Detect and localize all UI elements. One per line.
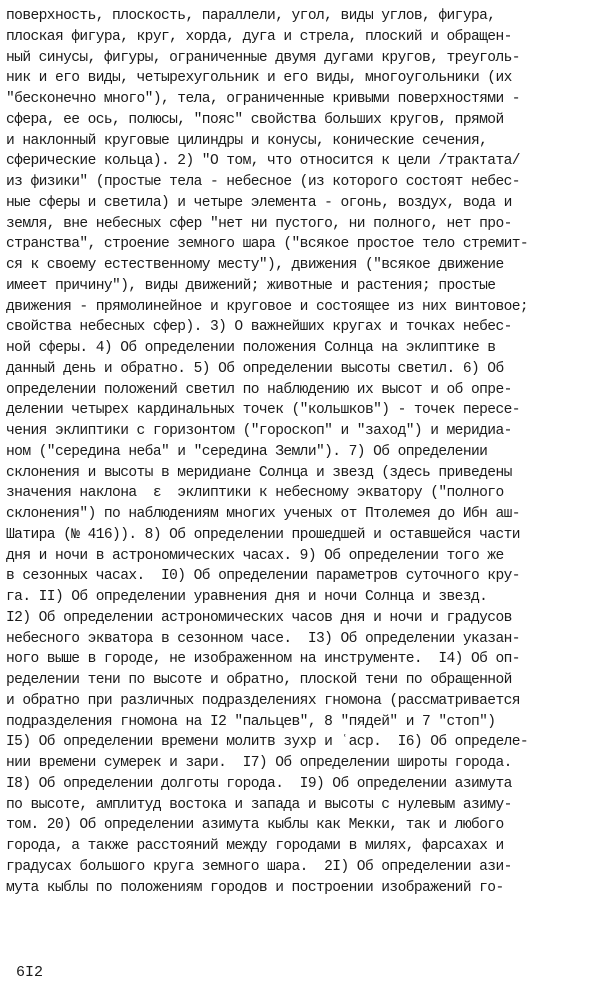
text-line: склонения и высоты в меридиане Солнца и звезд (здесь приведены — [6, 464, 512, 481]
text-line: мута кыблы по положениям городов и построении изображений го- — [6, 879, 504, 896]
text-line: и обратно при различных подразделениях гномона (рассматривается — [6, 692, 520, 709]
text-line: странства", строение земного шара ("всякое простое тело стремит- — [6, 236, 529, 253]
text-line: значения наклона ε эклиптики к небесному экватору ("полного — [6, 485, 504, 502]
body-text — [6, 6, 606, 898]
text-line: ного выше в городе, не изображенном на инструменте. I4) Об оп- — [6, 651, 520, 668]
text-line: нии времени сумерек и зари. I7) Об определении широты города. — [6, 755, 512, 771]
text-line: га. II) Об определении уравнения дня и ночи Солнца и звезд. — [6, 589, 488, 605]
text-line: ные сферы и светила) и четыре элемента - огонь, воздух, вода и — [6, 194, 512, 211]
text-line: ник и его виды, четырехугольник и его виды, многоугольники (их — [6, 70, 512, 87]
text-line: земля, вне небесных сфер "нет ни пустого, ни полного, нет про- — [6, 215, 512, 232]
text-line: в сезонных часах. I0) Об определении параметров суточного кру- — [6, 568, 520, 585]
text-line: чения эклиптики с горизонтом ("гороскоп" и "заход") и меридиа- — [6, 423, 512, 439]
text-line: склонения") по наблюдениям многих ученых от Птолемея до Ибн аш- — [6, 506, 520, 522]
text-line: том. 20) Об определении азимута кыблы как Мекки, так и любого — [6, 817, 504, 834]
text-line: делении четырех кардинальных точек ("кольшков") - точек пересе- — [6, 402, 520, 419]
text-line: I5) Об определении времени молитв зухр и ʿаср. I6) Об определе- — [6, 734, 529, 751]
text-line: Шатира (№ 416)). 8) Об определении прошедшей и оставшейся части — [6, 526, 520, 543]
text-line: из физики" (простые тела - небесное (из которого состоят небес- — [6, 174, 520, 190]
text-line: по высоте, амплитуд востока и запада и высоты с нулевым азиму- — [6, 796, 512, 813]
text-line: I8) Об определении долготы города. I9) Об определении азимута — [6, 775, 512, 792]
text-line: поверхность, плоскость, параллели, угол, виды углов, фигура, — [6, 8, 496, 24]
text-line: ределении тени по высоте и обратно, плоской тени по обращенной — [6, 672, 512, 688]
text-line: ном ("середина неба" и "середина Земли"). 7) Об определении — [6, 443, 488, 460]
text-line: плоская фигура, круг, хорда, дуга и стрела, плоский и обращен- — [6, 28, 512, 45]
text-line: ный синусы, фигуры, ограниченные двумя дугами кругов, треуголь- — [6, 49, 520, 66]
text-line: и наклонный круговые цилиндры и конусы, конические сечения, — [6, 132, 488, 149]
text-line: сферические кольца). 2) "О том, что относится к цели /трактата/ — [6, 153, 520, 170]
text-line: сфера, ее ось, полюсы, "пояс" свойства больших кругов, прямой — [6, 111, 504, 128]
text-line: данный день и обратно. 5) Об определении высоты светил. 6) Об — [6, 360, 504, 377]
text-line: подразделения гномона на I2 "пальцев", 8 "пядей" и 7 "стоп") — [6, 713, 496, 730]
text-line: дня и ночи в астрономических часах. 9) Об определении того же — [6, 547, 504, 564]
text-line: I2) Об определении астрономических часов дня и ночи и градусов — [6, 609, 512, 626]
text-line: ся к своему естественному месту"), движения ("всякое движение — [6, 257, 504, 273]
text-line: города, а также расстояний между городами в милях, фарсахах и — [6, 838, 504, 854]
text-line: градусах большого круга земного шара. 2I) Об определении ази- — [6, 858, 512, 875]
text-line: определении положений светил по наблюдению их высот и об опре- — [6, 381, 512, 398]
text-line: имеет причину"), виды движений; животные и растения; простые — [6, 277, 496, 294]
page-number: 6I2 — [16, 964, 44, 981]
text-line: свойства небесных сфер). 3) О важнейших кругах и точках небес- — [6, 319, 512, 336]
text-line: небесного экватора в сезонном часе. I3) Об определении указан- — [6, 630, 520, 647]
text-line: "бесконечно много"), тела, ограниченные кривыми поверхностями - — [6, 91, 520, 107]
text-line: движения - прямолинейное и круговое и состоящее из них винтовое; — [6, 298, 529, 315]
text-line: ной сферы. 4) Об определении положения Солнца на эклиптике в — [6, 340, 496, 356]
